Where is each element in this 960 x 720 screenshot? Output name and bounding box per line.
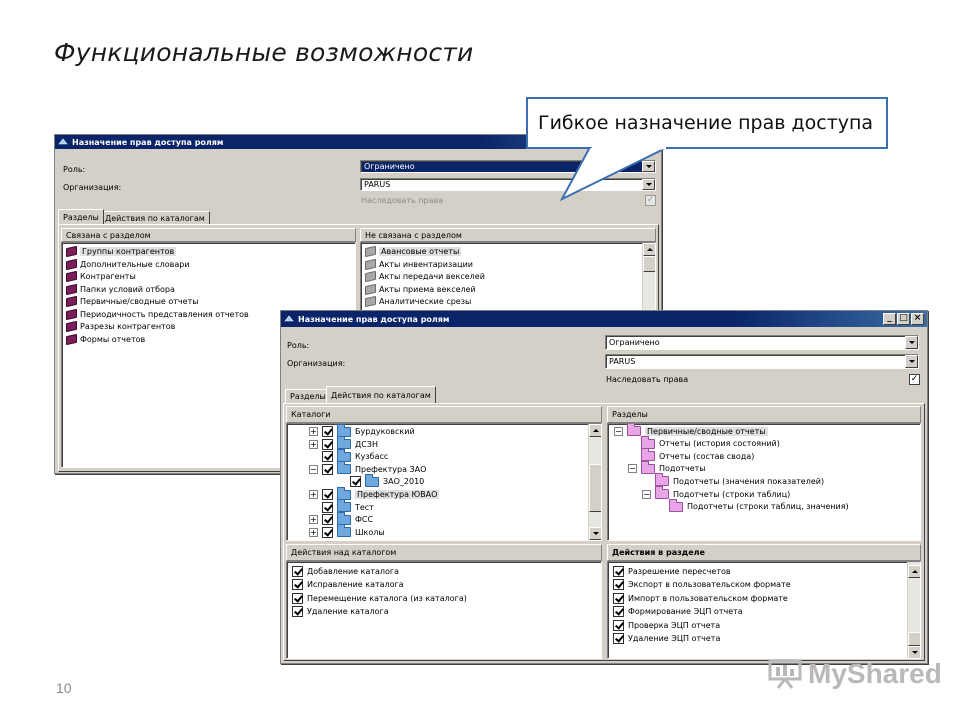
- book-icon: [66, 283, 77, 294]
- scroll-up-icon[interactable]: [908, 565, 921, 578]
- app-icon: [284, 314, 294, 324]
- inherit-checkbox[interactable]: ✓: [910, 374, 919, 384]
- tab-catalog-actions[interactable]: Действия по каталогам: [326, 386, 436, 403]
- role-value: Ограничено: [609, 338, 660, 347]
- role-value: Ограничено: [364, 162, 415, 171]
- list-item[interactable]: [66, 335, 145, 344]
- item-label: Периодичность представления отчетов: [80, 309, 249, 319]
- book-icon: [66, 333, 77, 344]
- book-icon: [66, 271, 77, 282]
- scroll-down-icon[interactable]: [589, 527, 602, 540]
- callout-tail: [560, 147, 680, 201]
- list-item[interactable]: [66, 322, 175, 331]
- checkbox-checked[interactable]: [292, 566, 303, 577]
- book-icon: [66, 246, 77, 257]
- chevron-down-icon[interactable]: [905, 336, 918, 349]
- expand-icon[interactable]: +: [310, 439, 317, 449]
- checkbox-checked[interactable]: [322, 426, 333, 437]
- folder-icon: [337, 427, 351, 437]
- tree-node[interactable]: [628, 439, 780, 449]
- inherit-label: Наследовать права: [361, 196, 444, 205]
- checkbox-checked[interactable]: [613, 566, 624, 577]
- item-label: Подотчеты (значения показателей): [673, 476, 825, 486]
- front-window-titlebar[interactable]: [281, 311, 927, 327]
- action-item[interactable]: [292, 593, 467, 604]
- item-label: Дополнительные словари: [80, 259, 190, 269]
- checkbox-checked[interactable]: [322, 489, 333, 500]
- org-value: PARUS: [364, 180, 391, 189]
- tab-catalog-actions[interactable]: Действия по каталогам: [100, 211, 210, 224]
- checkbox-checked[interactable]: [292, 579, 303, 590]
- item-label: Первичные/сводные отчеты: [80, 297, 199, 306]
- page-number: 10: [56, 680, 72, 696]
- org-value: PARUS: [609, 357, 636, 366]
- item-label: ФСС: [355, 515, 374, 525]
- expand-icon[interactable]: +: [310, 527, 317, 537]
- list-item[interactable]: [365, 260, 473, 269]
- item-label: Импорт в пользовательском формате: [628, 593, 788, 603]
- action-item[interactable]: [613, 633, 720, 644]
- item-label: Удаление каталога: [307, 606, 389, 616]
- folder-icon: [337, 464, 351, 474]
- list-item[interactable]: [365, 247, 461, 256]
- list-item[interactable]: [66, 247, 176, 256]
- folder-icon: [337, 527, 351, 537]
- role-label: Роль:: [287, 341, 310, 350]
- checkbox-checked[interactable]: [613, 606, 624, 617]
- folder-icon: [641, 439, 655, 449]
- item-label: Тест: [355, 502, 374, 512]
- item-label: Добавление каталога: [307, 567, 400, 576]
- checkbox-checked[interactable]: [613, 633, 624, 644]
- list-item[interactable]: [365, 272, 485, 281]
- linked-header[interactable]: Связана с разделом: [61, 228, 356, 242]
- action-item[interactable]: [292, 579, 404, 590]
- collapse-icon[interactable]: −: [615, 426, 622, 436]
- item-label: Разрешение пересчетов: [628, 567, 731, 576]
- tree-node[interactable]: [309, 451, 388, 462]
- book-icon: [365, 258, 376, 269]
- tab-sections[interactable]: Разделы: [58, 209, 104, 224]
- item-label: Акты приема векселей: [379, 284, 476, 294]
- item-label: Контрагенты: [80, 272, 136, 281]
- tree-node[interactable]: [642, 489, 790, 499]
- item-label: Подотчеты (строки таблиц): [673, 489, 791, 499]
- item-label: Бурдуковский: [355, 427, 415, 436]
- tree-node[interactable]: [656, 502, 849, 512]
- list-item[interactable]: [365, 297, 471, 306]
- item-label: Разрезы контрагентов: [80, 322, 176, 331]
- org-label: Организация:: [63, 183, 122, 192]
- scroll-thumb[interactable]: [643, 256, 656, 272]
- scroll-thumb[interactable]: [589, 464, 602, 512]
- role-combo[interactable]: [605, 335, 919, 350]
- list-item[interactable]: [66, 297, 199, 306]
- book-icon: [66, 308, 77, 319]
- folder-icon: [627, 426, 641, 436]
- sections-header[interactable]: Разделы: [607, 406, 921, 423]
- checkbox-checked[interactable]: [292, 606, 303, 617]
- item-label: Авансовые отчеты: [381, 247, 460, 256]
- expand-icon[interactable]: +: [310, 490, 317, 499]
- action-item[interactable]: [613, 579, 791, 590]
- tree-node[interactable]: [337, 476, 424, 487]
- org-combo[interactable]: [605, 354, 919, 369]
- item-label: Проверка ЭЦП отчета: [628, 620, 721, 630]
- folder-icon: [365, 477, 379, 487]
- list-item[interactable]: [66, 285, 175, 294]
- watermark-text: MyShared: [808, 658, 942, 689]
- catalogs-scrollbar[interactable]: [588, 424, 601, 541]
- tree-node[interactable]: [642, 476, 824, 486]
- item-label: Группы контрагентов: [82, 247, 175, 256]
- item-label: Префектура ЗАО: [355, 464, 427, 474]
- book-icon: [66, 321, 77, 332]
- item-label: Исправление каталога: [307, 580, 404, 590]
- folder-icon: [669, 502, 683, 512]
- item-label: Акты передачи векселей: [379, 272, 485, 281]
- tree-node[interactable]: [614, 426, 768, 436]
- folder-icon: [337, 515, 351, 525]
- collapse-icon[interactable]: −: [629, 464, 636, 474]
- tree-node[interactable]: [309, 489, 439, 500]
- book-icon: [365, 246, 376, 257]
- front-window: [280, 310, 928, 664]
- catalog-actions-list: [286, 561, 602, 659]
- list-item[interactable]: [66, 272, 136, 281]
- back-window-title: Назначение прав доступа ролям: [72, 137, 224, 147]
- item-label: Префектура ЮВАО: [357, 490, 438, 499]
- action-item[interactable]: [613, 606, 743, 617]
- not-linked-header[interactable]: Не связана с разделом: [360, 228, 656, 242]
- app-icon: [58, 137, 68, 147]
- tab-sections[interactable]: Разделы: [285, 389, 331, 403]
- book-icon: [365, 283, 376, 294]
- inherit-label: Наследовать права: [606, 375, 689, 384]
- tree-node[interactable]: [309, 527, 385, 538]
- checkbox-checked[interactable]: [322, 527, 333, 538]
- checkbox-checked[interactable]: [613, 620, 624, 631]
- item-label: Формирование ЭЦП отчета: [628, 607, 743, 617]
- org-label: Организация:: [287, 359, 346, 368]
- action-item[interactable]: [292, 566, 399, 577]
- book-icon: [66, 258, 77, 269]
- folder-icon: [655, 476, 669, 486]
- collapse-icon[interactable]: −: [310, 464, 317, 474]
- checkbox-checked[interactable]: [613, 593, 624, 604]
- item-label: Формы отчетов: [80, 334, 146, 344]
- checkbox-checked[interactable]: [350, 476, 361, 487]
- section-actions-list: [607, 561, 921, 659]
- folder-icon: [337, 490, 351, 500]
- chevron-down-icon[interactable]: [905, 355, 918, 368]
- tree-node[interactable]: [309, 426, 415, 437]
- sections-tree: [607, 423, 921, 541]
- list-item[interactable]: [66, 310, 249, 319]
- item-label: Кузбасс: [355, 452, 389, 462]
- role-label: Роль:: [63, 165, 86, 174]
- item-label: Перемещение каталога (из каталога): [307, 593, 467, 603]
- expand-icon[interactable]: +: [310, 427, 317, 436]
- folder-icon: [337, 452, 351, 462]
- presentation-icon: [768, 659, 802, 689]
- item-label: ДСЗН: [355, 439, 378, 449]
- action-item[interactable]: [292, 606, 389, 617]
- slide-title: Функциональные возможности: [54, 38, 474, 67]
- item-label: Отчеты (история состояний): [659, 439, 780, 449]
- list-item[interactable]: [365, 285, 476, 294]
- collapse-icon[interactable]: −: [643, 489, 650, 499]
- folder-icon: [655, 489, 669, 499]
- folder-icon: [337, 502, 351, 512]
- callout-text: Гибкое назначение прав доступа: [538, 112, 874, 134]
- tree-node[interactable]: [628, 464, 706, 474]
- scroll-up-icon[interactable]: [643, 243, 656, 256]
- folder-icon: [641, 464, 655, 474]
- folder-icon: [337, 439, 351, 449]
- item-label: Экспорт в пользовательском формате: [628, 580, 791, 590]
- checkbox-checked[interactable]: [292, 593, 303, 604]
- item-label: Подотчеты (строки таблиц, значения): [687, 502, 849, 512]
- section-actions-header[interactable]: Действия в разделе: [607, 544, 921, 561]
- scroll-thumb[interactable]: [908, 632, 921, 646]
- action-item[interactable]: [613, 566, 731, 577]
- checkbox-checked[interactable]: [322, 451, 333, 462]
- front-window-title: Назначение прав доступа ролям: [298, 314, 450, 324]
- item-label: Удаление ЭЦП отчета: [628, 634, 721, 643]
- item-label: Первичные/сводные отчеты: [647, 426, 766, 436]
- checkbox-checked[interactable]: [613, 579, 624, 590]
- checkbox-checked[interactable]: [322, 464, 333, 475]
- item-label: Акты инвентаризации: [379, 259, 473, 269]
- catalogs-tree: [286, 423, 602, 541]
- item-label: Подотчеты: [659, 464, 706, 474]
- list-item[interactable]: [66, 260, 190, 269]
- folder-icon: [641, 451, 655, 461]
- book-icon: [365, 271, 376, 282]
- action-item[interactable]: [613, 620, 720, 631]
- expand-icon[interactable]: +: [310, 515, 317, 525]
- action-item[interactable]: [613, 593, 788, 604]
- item-label: Отчеты (состав свода): [659, 451, 755, 461]
- section-actions-scrollbar[interactable]: [907, 562, 920, 659]
- close-button[interactable]: ×: [911, 313, 924, 325]
- scroll-up-icon[interactable]: [589, 424, 602, 437]
- checkbox-checked[interactable]: [322, 439, 333, 450]
- minimize-button[interactable]: _: [883, 313, 896, 325]
- catalogs-header[interactable]: Каталоги: [286, 406, 602, 423]
- tree-node[interactable]: [628, 451, 754, 461]
- item-label: ЗАО_2010: [383, 477, 425, 487]
- inherit-checkbox[interactable]: ✓: [646, 195, 655, 205]
- book-icon: [66, 296, 77, 307]
- watermark: [768, 654, 942, 694]
- item-label: Папки условий отбора: [80, 284, 175, 294]
- callout-bubble: [526, 97, 888, 149]
- item-label: Аналитические срезы: [379, 297, 472, 306]
- item-label: Школы: [355, 527, 385, 537]
- checkbox-checked[interactable]: [322, 514, 333, 525]
- catalog-actions-header[interactable]: Действия над каталогом: [286, 544, 602, 561]
- book-icon: [365, 296, 376, 307]
- maximize-button[interactable]: □: [897, 313, 910, 325]
- checkbox-checked[interactable]: [322, 502, 333, 513]
